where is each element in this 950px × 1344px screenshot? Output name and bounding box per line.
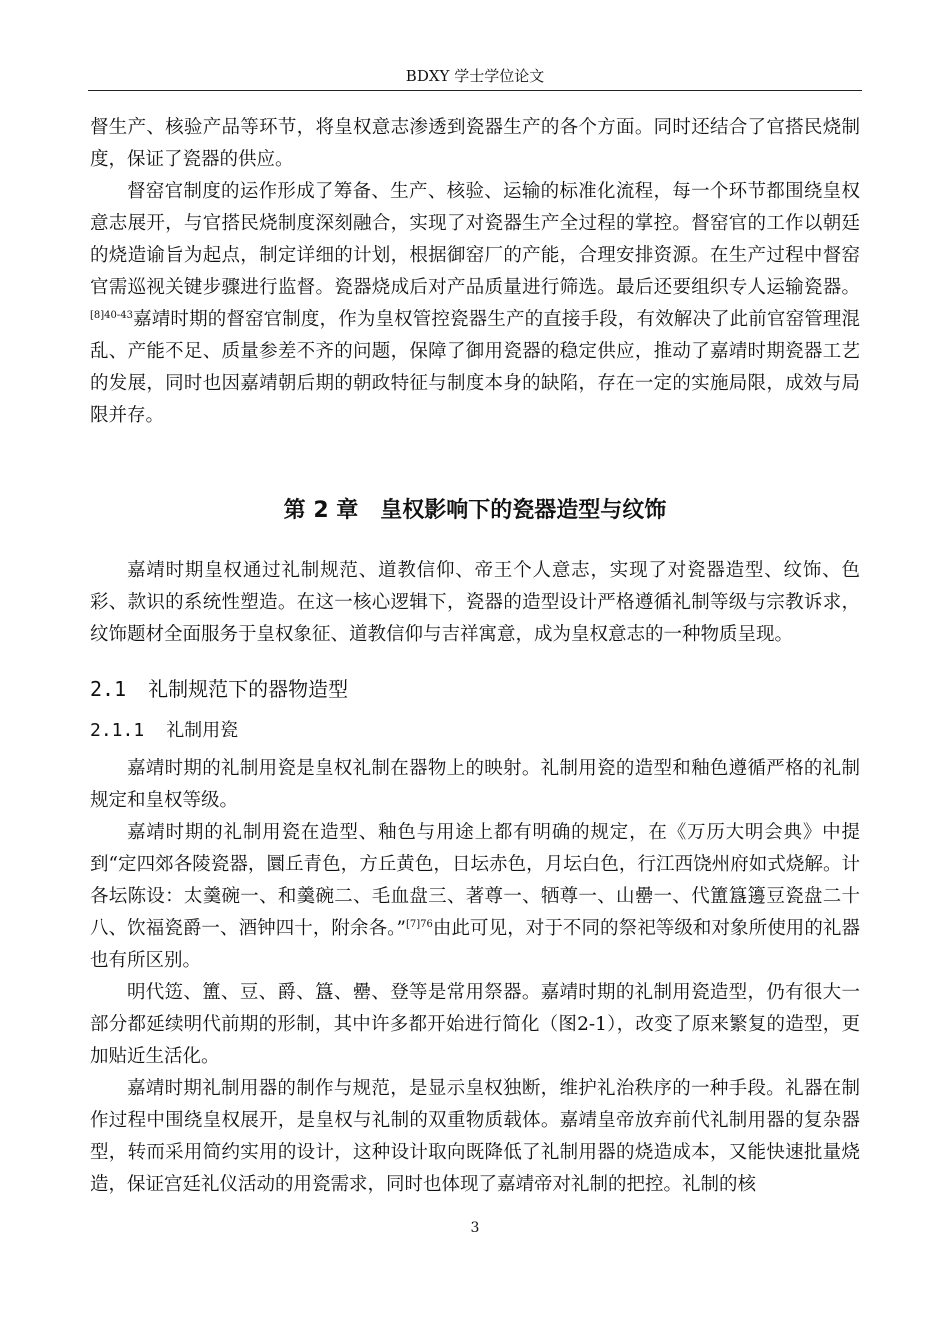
citation: [7]76 (405, 918, 433, 930)
paragraph-text: 由此可见，对于不同的祭祀等级和对象所使用的礼器也有所区别。 (90, 918, 860, 971)
section-number: 2.1 (90, 677, 127, 701)
paragraph: 嘉靖时期的礼制用瓷是皇权礼制在器物上的映射。礼制用瓷的造型和釉色遵循严格的礼制规定和皇权等级。 (90, 758, 860, 811)
subsection-heading (90, 715, 860, 747)
paragraph-text: 督窑官制度的运作形成了筹备、生产、核验、运输的标准化流程，每一个环节都围绕皇权意志展开，与官搭民烧制度深刻融合，实现了对瓷器生产全过程的掌控。督窑官的工作以朝廷的烧造谕旨为起点，制定详细的计划，根据御窑厂的产能，合理安排资源。在生产过程中督窑官需巡视关键步骤进行监督。瓷器烧成后对产品质量进行筛选。最后还要组织专人运输瓷器。 (90, 181, 860, 298)
paragraph (90, 176, 860, 432)
paragraph: 嘉靖时期皇权通过礼制规范、道教信仰、帝王个人意志，实现了对瓷器造型、纹饰、色彩、款识的系统性塑造。在这一核心逻辑下，瓷器的造型设计严格遵循礼制等级与宗教诉求，纹饰题材全面服务于皇权象征、道教信仰与吉祥寓意，成为皇权意志的一种物质呈现。 (90, 560, 860, 645)
paragraph: 明代笾、簠、豆、爵、簋、罍、登等是常用祭器。嘉靖时期的礼制用瓷造型，仍有很大一部分都延续明代前期的形制，其中许多都开始进行简化（图2-1），改变了原来繁复的造型，更加贴近生活化。 (90, 982, 860, 1067)
page-number: 3 (470, 1220, 480, 1236)
section-heading (90, 673, 860, 705)
subsection-number: 2.1.1 (90, 720, 145, 741)
header-title: BDXY 学士学位论文 (405, 67, 545, 85)
paragraph: 督生产、核验产品等环节，将皇权意志渗透到瓷器生产的各个方面。同时还结合了官搭民烧制度，保证了瓷器的供应。 (90, 117, 860, 170)
citation: [8]40-43 (90, 309, 133, 321)
paragraph-text: 嘉靖时期的督窑官制度，作为皇权管控瓷器生产的直接手段，有效解决了此前官窑管理混乱、产能不足、质量参差不齐的问题，保障了御用瓷器的稳定供应，推动了嘉靖时期瓷器工艺的发展，同时也因嘉靖朝后期的朝政特征与制度本身的缺陷，存在一定的实施局限，成效与局限并存。 (90, 309, 860, 426)
page-body (90, 112, 860, 1201)
subsection-title: 礼制用瓷 (166, 720, 239, 741)
paragraph (90, 817, 860, 977)
section-title: 礼制规范下的器物造型 (148, 677, 349, 701)
running-header (88, 62, 862, 91)
chapter-title: 第 2 章 皇权影响下的瓷器造型与纹饰 (283, 498, 667, 523)
paragraph: 嘉靖时期礼制用器的制作与规范，是显示皇权独断，维护礼治秩序的一种手段。礼器在制作过程中围绕皇权展开，是皇权与礼制的双重物质载体。嘉靖皇帝放弃前代礼制用器的复杂器型，转而采用简约实用的设计，这种设计取向既降低了礼制用器的烧造成本，又能快速批量烧造，保证宫廷礼仪活动的用瓷需求，同时也体现了嘉靖帝对礼制的把控。礼制的核 (90, 1078, 860, 1195)
paragraph-text: 嘉靖时期的礼制用瓷在造型、釉色与用途上都有明确的规定，在《万历大明会典》中提到“定四郊各陵瓷器，圜丘青色，方丘黄色，日坛赤色，月坛白色，行江西饶州府如式烧解。计各坛陈设：太羹碗一、和羹碗二、毛血盘三、著尊一、牺尊一、山罍一、代簠簋籩豆瓷盘二十八、饮福瓷爵一、酒钟四十，附余各。” (90, 822, 860, 939)
